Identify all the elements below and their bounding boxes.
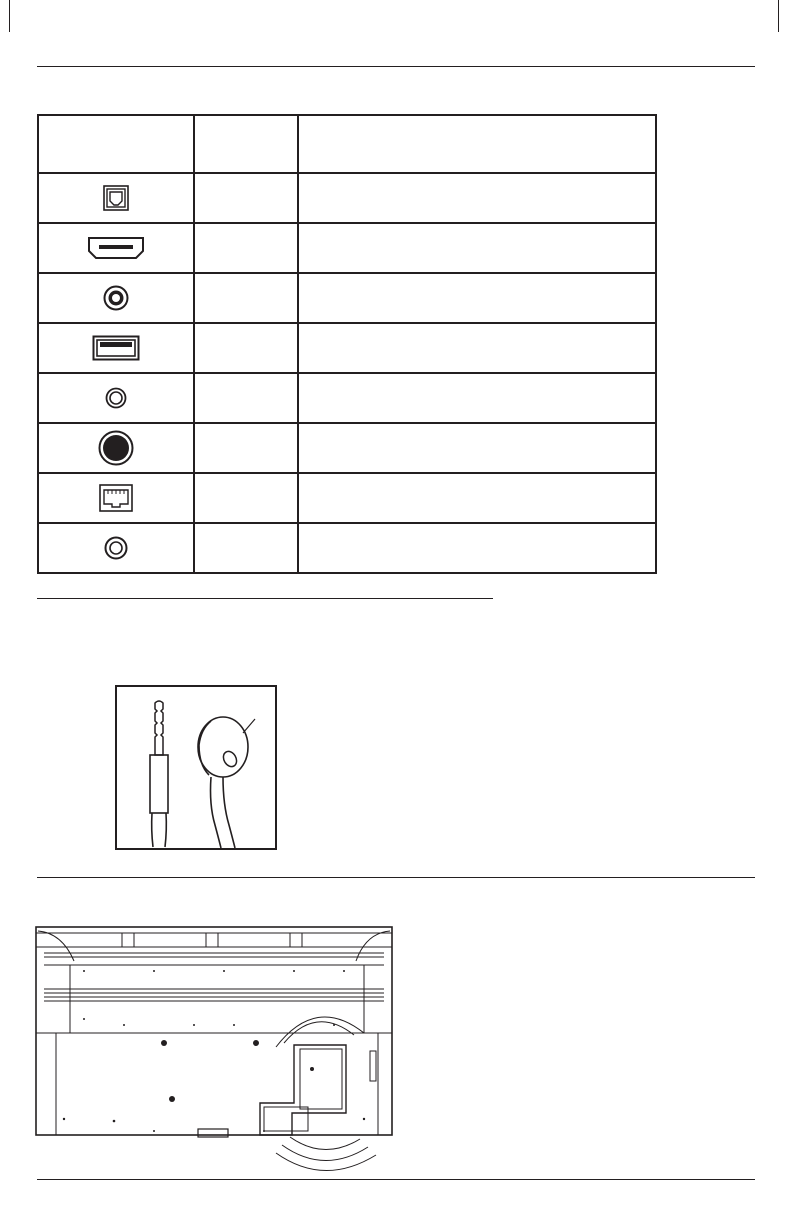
port-description-cell — [298, 173, 656, 223]
table-row — [38, 373, 656, 423]
port-table — [37, 114, 657, 574]
port-description-cell — [298, 223, 656, 273]
section-divider-short — [37, 598, 493, 599]
audio-jack-icon — [105, 387, 127, 409]
port-description-cell — [298, 373, 656, 423]
port-description-cell — [298, 473, 656, 523]
usb-port-icon — [92, 335, 140, 361]
port-type-cell — [194, 523, 298, 573]
table-row — [38, 273, 656, 323]
section-divider — [37, 877, 755, 878]
header-cell-icon — [38, 115, 194, 173]
small-jack-icon — [104, 536, 128, 560]
ethernet-port-icon — [99, 484, 133, 512]
port-description-cell — [298, 323, 656, 373]
port-type-cell — [194, 323, 298, 373]
round-port-icon — [98, 430, 134, 466]
port-type-cell — [194, 423, 298, 473]
table-row — [38, 323, 656, 373]
port-type-cell — [194, 473, 298, 523]
port-type-cell — [194, 223, 298, 273]
header-cell-description — [298, 115, 656, 173]
table-row — [38, 423, 656, 473]
top-divider — [37, 66, 755, 67]
crop-mark-right — [778, 0, 779, 32]
port-type-cell — [194, 373, 298, 423]
header-cell-type — [194, 115, 298, 173]
coaxial-port-icon — [103, 285, 129, 311]
port-type-cell — [194, 173, 298, 223]
table-row — [38, 223, 656, 273]
table-row — [38, 173, 656, 223]
port-description-cell — [298, 523, 656, 573]
bottom-divider — [37, 1179, 755, 1180]
table-row — [38, 523, 656, 573]
table-header-row — [38, 115, 656, 173]
optical-audio-port-icon — [103, 185, 129, 211]
hdmi-port-icon — [87, 236, 145, 260]
port-description-cell — [298, 273, 656, 323]
crop-mark-left — [9, 0, 10, 32]
tv-back-panel-illustration — [34, 925, 396, 1173]
port-type-cell — [194, 273, 298, 323]
port-description-cell — [298, 423, 656, 473]
ir-blaster-cable-illustration — [115, 685, 277, 850]
table-row — [38, 473, 656, 523]
ir-blaster-icon — [115, 685, 277, 850]
tv-back-icon — [34, 925, 396, 1173]
